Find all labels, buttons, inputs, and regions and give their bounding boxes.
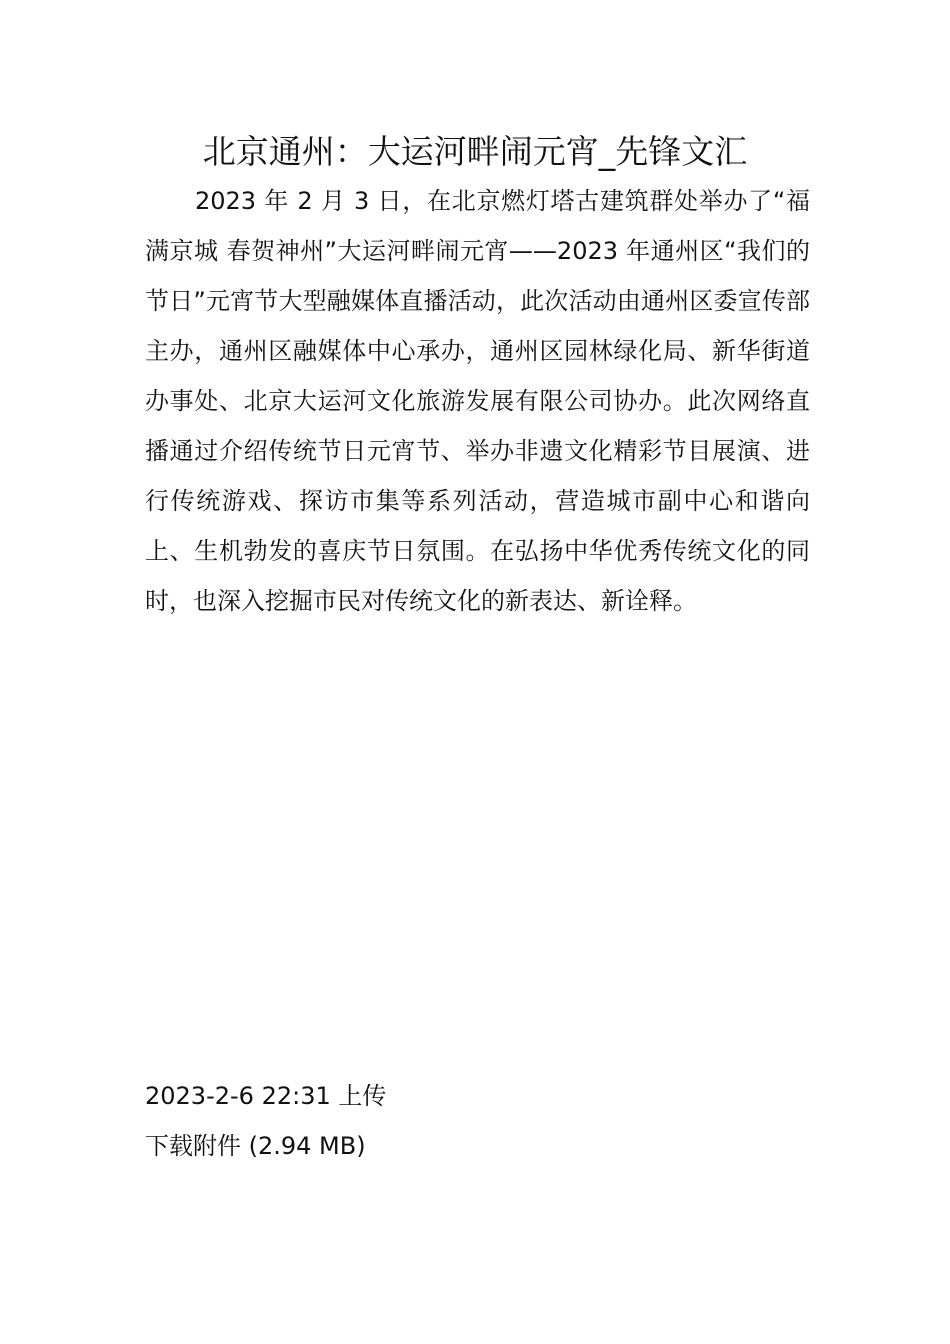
upload-timestamp: 2023-2-6 22:31 上传 <box>145 1082 387 1110</box>
article-body: 2023 年 2 月 3 日，在北京燃灯塔古建筑群处举办了“福满京城 春贺神州”大运河畔闹元宵——2023 年通州区“我们的节日”元宵节大型融媒体直播活动，此次活动由通州区委宣传部主办，通州区融媒体中心承办，通州区园林绿化局、新华街道办事处、北京大运河文化旅游发展有限公司协办。此次网络直播通过介绍传统节日元宵节、举办非遗文化精彩节目展演、进行传统游戏、探访市集等系列活动，营造城市副中心和谐向上、生机勃发的喜庆节日氛围。在弘扬中华优秀传统文化的同时，也深入挖掘市民对传统文化的新表达、新诠释。 <box>145 187 810 615</box>
download-attachment-link[interactable]: 下载附件 (2.94 MB) <box>145 1132 366 1160</box>
page-title: 北京通州：大运河畔闹元宵_先锋文汇 <box>202 132 748 171</box>
